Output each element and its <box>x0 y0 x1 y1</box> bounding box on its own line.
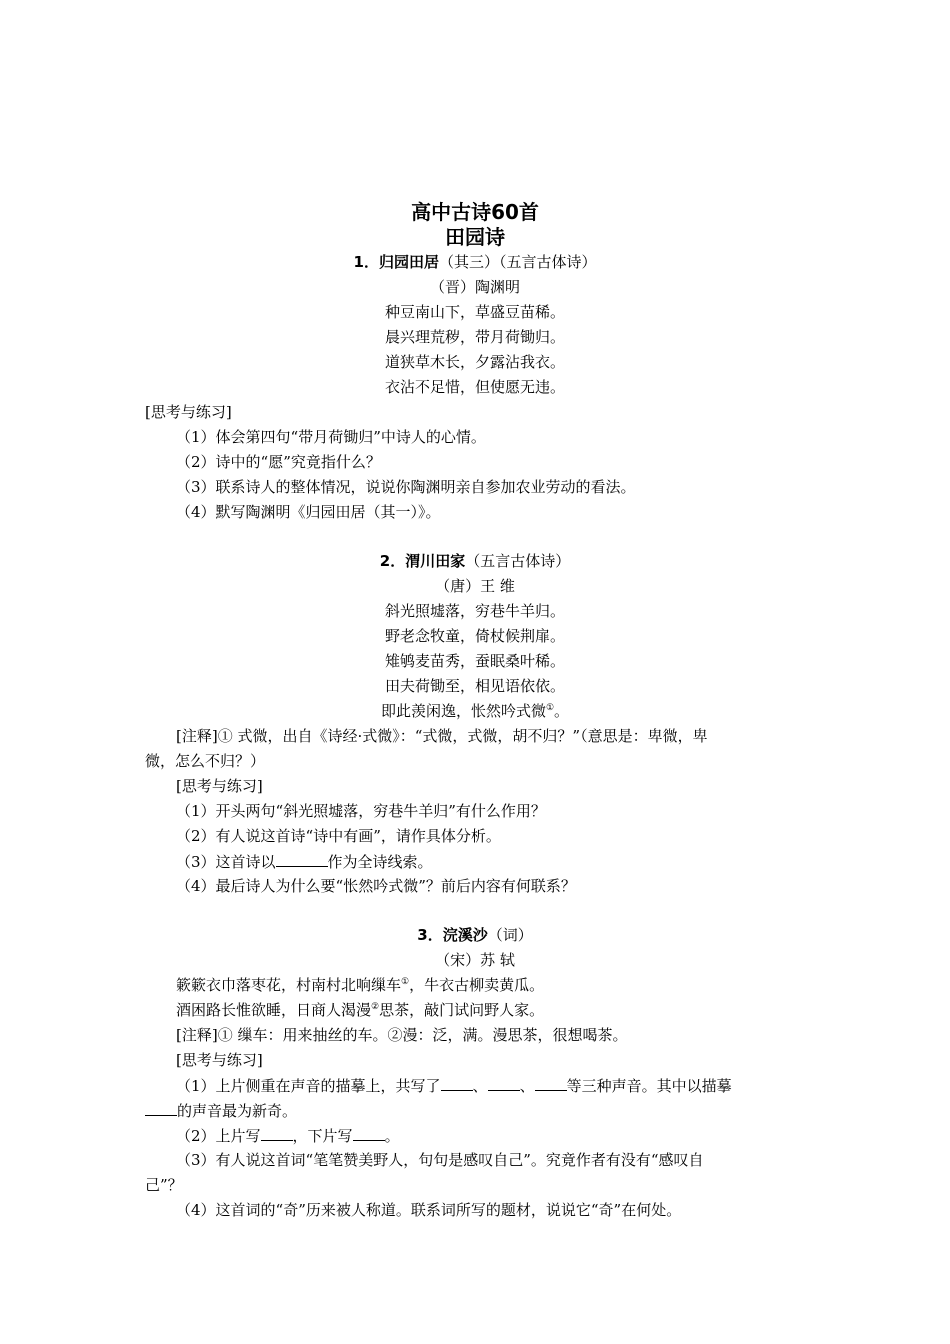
poem-2-line: 雉鸲麦苗秀，蚕眠桑叶稀。 <box>384 652 565 670</box>
poem-2-question: （1）开头两句“斜光照墟落，穷巷牛羊归”有什么作用？ <box>176 802 546 820</box>
poem-3-annotation: [注释]① 缫车：用来抽丝的车。②漫：泛，满。漫思茶，很想喝茶。 <box>176 1026 628 1044</box>
poem-3-form: （词） <box>487 926 533 944</box>
poem-1-number: 1． <box>353 253 379 271</box>
poem-2-name: 渭川田家 <box>405 552 466 570</box>
document-title: 高中古诗60首 <box>411 200 539 224</box>
poem-2-author: （唐）王 维 <box>435 577 515 595</box>
poem-2-form: （五言古体诗） <box>465 552 571 570</box>
poem-1-question: （4）默写陶渊明《归园田居（其一）》。 <box>176 503 441 521</box>
poem-1-form: （其三）（五言古体诗） <box>438 253 597 271</box>
poem-1-question: （2）诗中的“愿”究竟指什么？ <box>176 453 381 471</box>
poem-1-title <box>0 252 950 272</box>
section-title: 田园诗 <box>445 225 505 249</box>
poem-2-question: （3）这首诗以 作为全诗线索。 <box>176 853 433 871</box>
poem-3-line: 簌簌衣巾落枣花，村南村北响缫车①，牛衣古柳卖黄瓜。 <box>176 976 545 994</box>
fill-in-blank <box>276 851 328 867</box>
poem-3-exercise-heading: [思考与练习] <box>176 1051 263 1069</box>
footnote-marker: ② <box>371 1002 380 1012</box>
poem-3-question: （4）这首词的“奇”历来被人称道。联系词所写的题材，说说它“奇”在何处。 <box>176 1201 682 1219</box>
fill-in-blank <box>535 1075 567 1091</box>
poem-1-exercise-heading: [思考与练习] <box>145 403 232 421</box>
poem-3-title <box>0 925 950 945</box>
poem-2-title <box>0 551 950 571</box>
poem-2-annotation-cont: 微，怎么不归？） <box>145 752 266 770</box>
poem-2-question: （2）有人说这首诗“诗中有画”，请作具体分析。 <box>176 827 501 845</box>
fill-in-blank <box>261 1125 293 1141</box>
poem-1-name: 归园田居 <box>378 253 439 271</box>
poem-3-line: 酒困路长惟欲睡，日商人渴漫②思茶，敲门试问野人家。 <box>176 1001 545 1019</box>
poem-1-line: 道狭草木长，夕露沾我衣。 <box>384 353 565 371</box>
fill-in-blank <box>145 1100 177 1116</box>
poem-3-name: 浣溪沙 <box>442 926 488 944</box>
poem-3-question-cont: 的声音最为新奇。 <box>145 1100 297 1121</box>
poem-3-question: （2）上片写 ，下片写 。 <box>176 1127 400 1145</box>
poem-2-line: 斜光照墟落，穷巷牛羊归。 <box>384 602 565 620</box>
poem-2-question: （4）最后诗人为什么要“怅然吟式微”？前后内容有何联系？ <box>176 877 576 895</box>
poem-2-line: 田夫荷锄至，相见语依依。 <box>384 677 565 695</box>
poem-2-annotation: [注释]① 式微，出自《诗经·式微》：“式微，式微，胡不归？”（意思是：卑微，卑 <box>176 727 708 745</box>
poem-3-question-cont: 己”？ <box>145 1176 183 1194</box>
footnote-marker: ① <box>545 703 555 713</box>
fill-in-blank <box>488 1075 520 1091</box>
poem-2-line: 即此羡闲逸，怅然吟式微①。 <box>380 702 570 720</box>
poem-3-author: （宋）苏 轼 <box>435 951 515 969</box>
fill-in-blank <box>441 1075 473 1091</box>
fill-in-blank <box>353 1125 385 1141</box>
poem-1-line: 种豆南山下，草盛豆苗稀。 <box>384 303 565 321</box>
poem-2-number: 2． <box>379 552 406 570</box>
poem-1-question: （1）体会第四句“带月荷锄归”中诗人的心情。 <box>176 428 486 446</box>
footnote-marker: ① <box>401 977 410 987</box>
poem-1-author: （晋）陶渊明 <box>429 278 520 296</box>
poem-1-question: （3）联系诗人的整体情况，说说你陶渊明亲自参加农业劳动的看法。 <box>176 478 636 496</box>
poem-2-line: 野老念牧童，倚杖候荆扉。 <box>384 627 565 645</box>
poem-1-line: 晨兴理荒秽，带月荷锄归。 <box>384 328 565 346</box>
poem-2-exercise-heading: [思考与练习] <box>176 777 263 795</box>
poem-3-question: （3）有人说这首词“笔笔赞美野人，句句是感叹自己”。究竟作者有没有“感叹自 <box>176 1151 704 1169</box>
poem-1-line: 衣沾不足惜，但使愿无违。 <box>384 378 565 396</box>
poem-3-number: 3． <box>417 926 443 944</box>
poem-3-question: （1）上片侧重在声音的描摹上，共写了 、 、 等三种声音。其中以描摹 <box>176 1077 732 1095</box>
